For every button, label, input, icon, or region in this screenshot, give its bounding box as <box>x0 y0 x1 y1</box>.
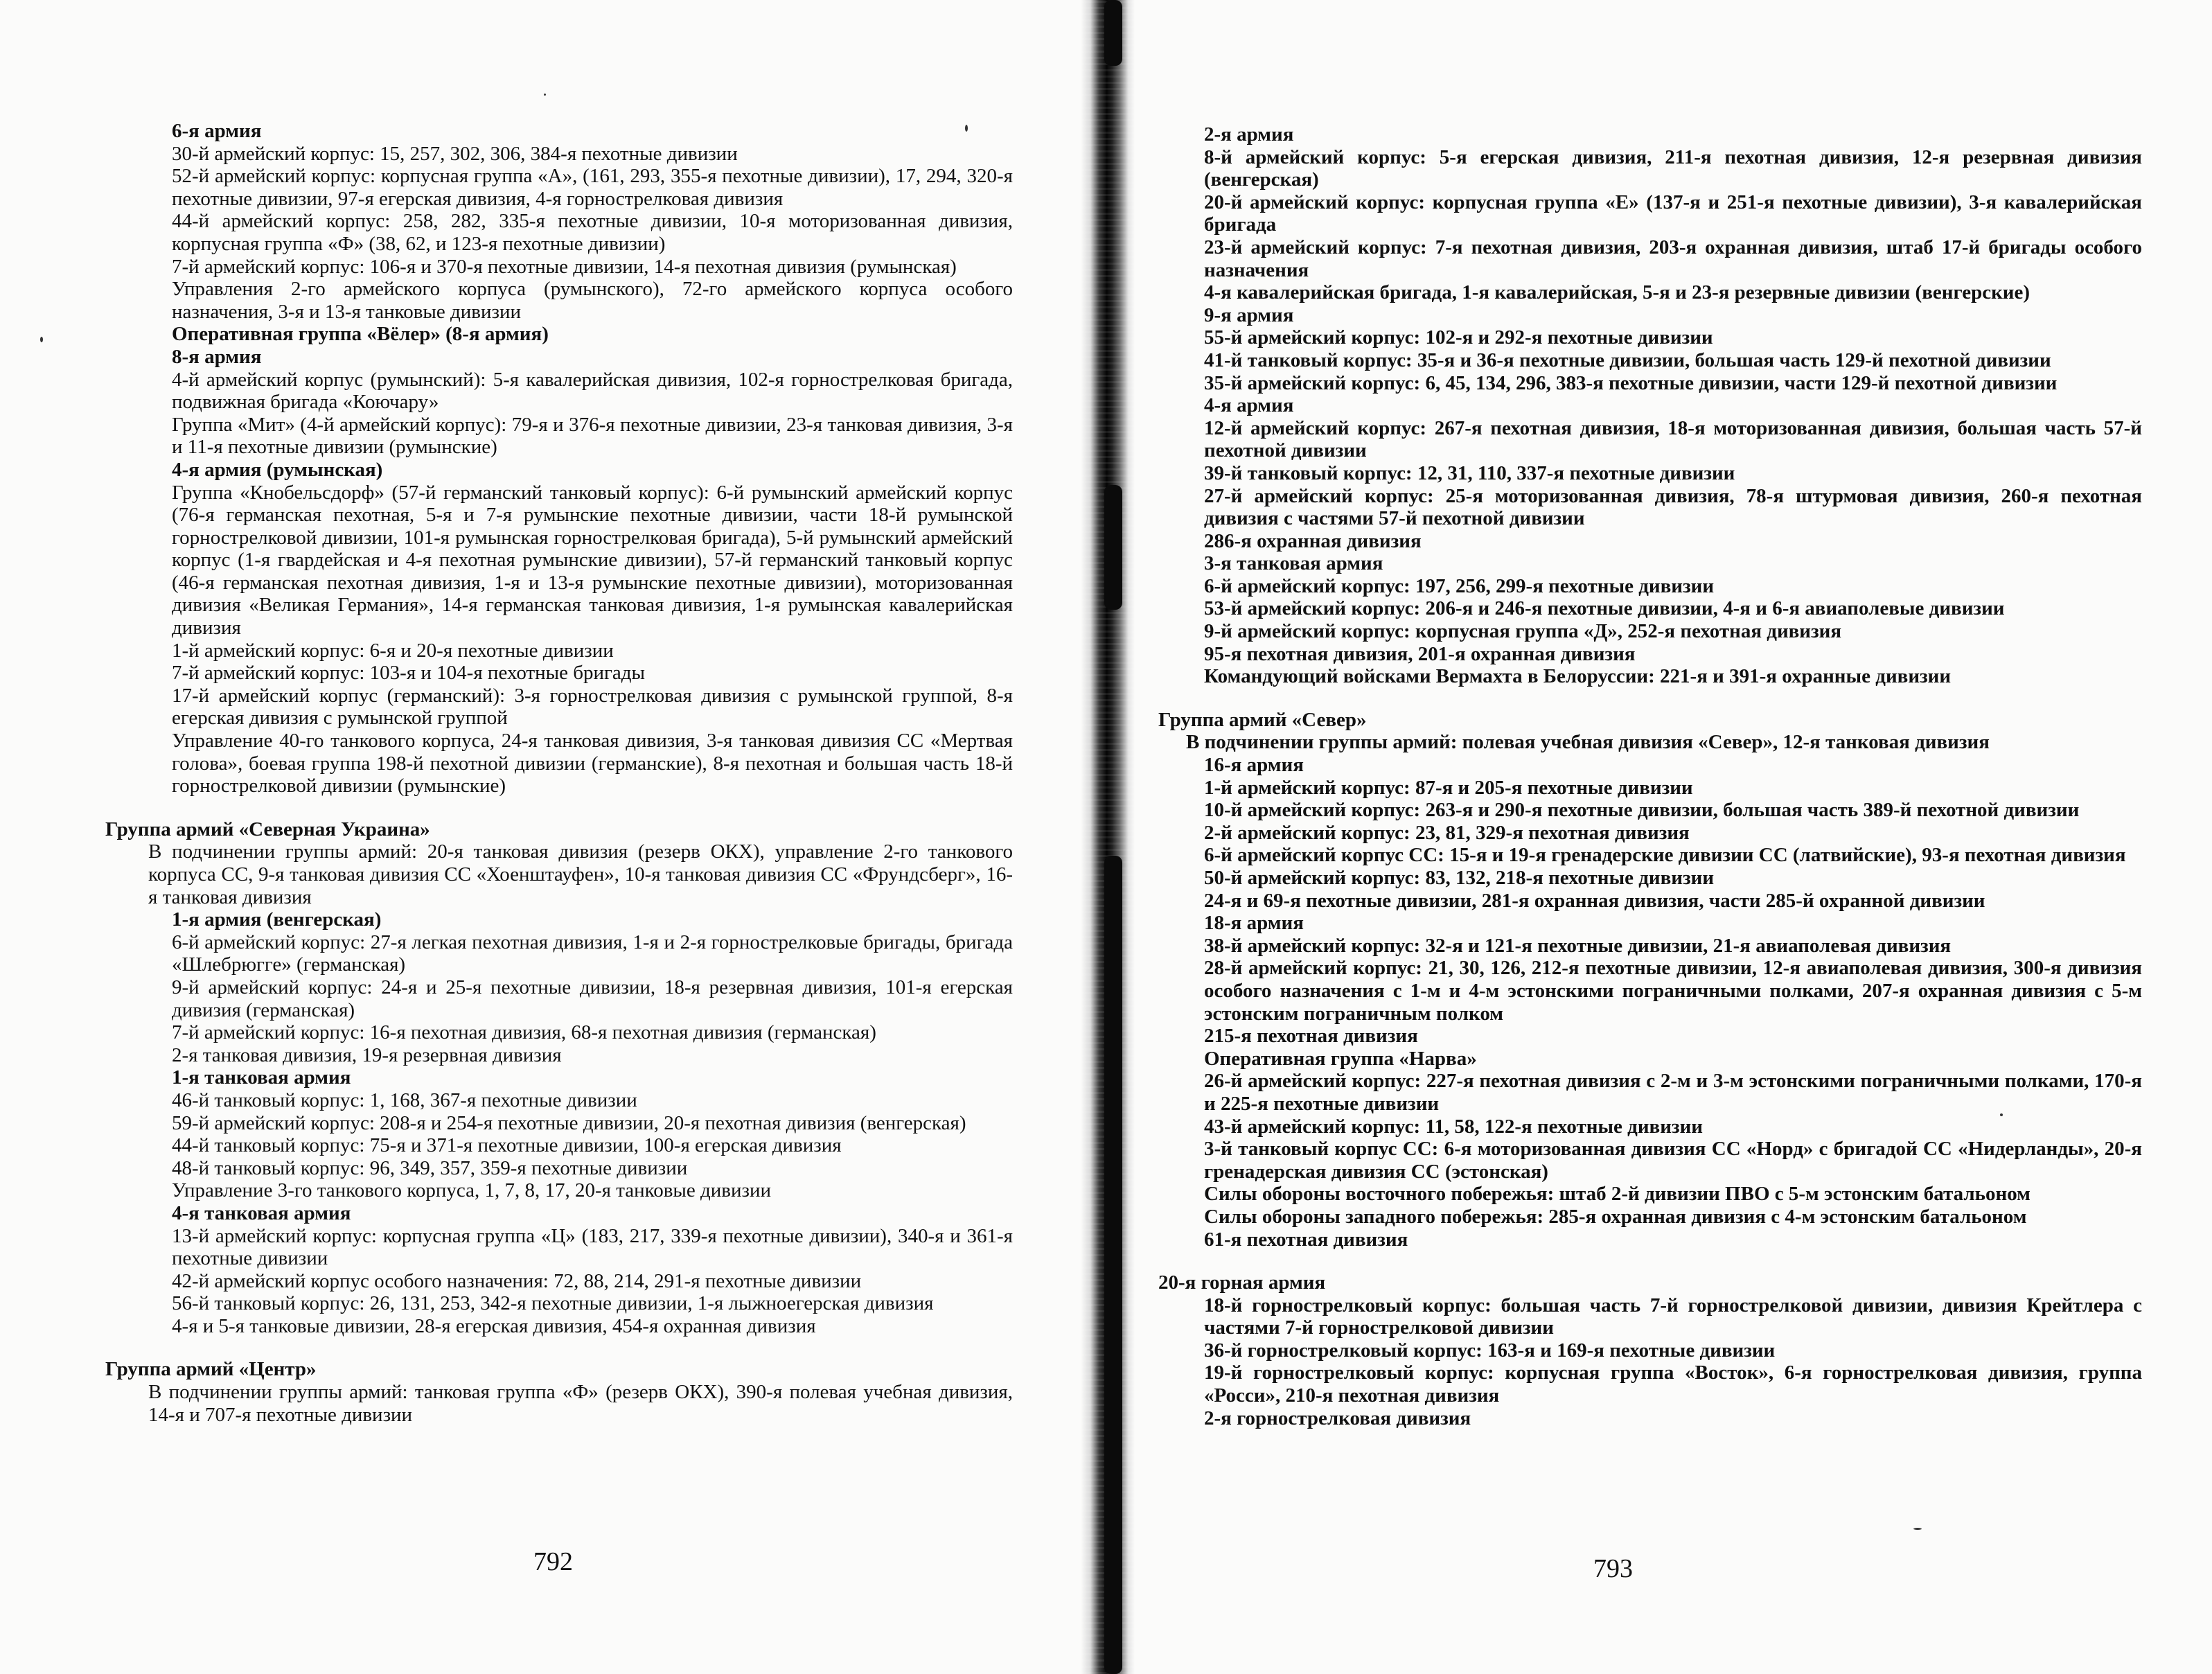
right-page-number: 793 <box>1593 1554 1633 1583</box>
list-item: 1-й армейский корпус: 87-я и 205-я пехотные дивизии <box>1204 776 1693 799</box>
scan-speck <box>544 94 546 96</box>
list-item: Силы обороны восточного побережья: штаб 2-й дивизии ПВО с 5-м эстонским батальоном <box>1204 1183 2030 1206</box>
list-item: 43-й армейский корпус: 11, 58, 122-я пехотные дивизии <box>1204 1115 1703 1138</box>
list-item: 52-й армейский корпус: корпусная группа «А», (161, 293, 355-я пехотные дивизии), 17, 294, 320-я пехотные дивизии, 97-я егерская дивизия, 4-я горнострелковая дивизия <box>172 165 1013 210</box>
list-item: Управление 3-го танкового корпуса, 1, 7, 8, 17, 20-я танковые дивизии <box>172 1179 772 1202</box>
group-heading: Группа армий «Центр» <box>105 1358 317 1381</box>
list-item: 48-й танковый корпус: 96, 349, 357, 359-я пехотные дивизии <box>172 1156 688 1179</box>
list-item: 13-й армейский корпус: корпусная группа «Ц» (183, 217, 339-я пехотные дивизии), 340-я и 361-я пехотные дивизии <box>172 1224 1013 1270</box>
section-heading: 4-я танковая армия <box>172 1201 351 1224</box>
list-item: 44-й армейский корпус: 258, 282, 335-я пехотные дивизии, 10-я моторизованная дивизия, корпусная группа «Ф» (38, 62, и 123-я пехотные дивизии) <box>172 210 1013 255</box>
group-heading: Группа армий «Северная Украина» <box>105 818 430 840</box>
list-item: 53-й армейский корпус: 206-я и 246-я пехотные дивизии, 4-я и 6-я авиаполевые дивизии <box>1204 597 2005 620</box>
list-item: 286-я охранная дивизия <box>1204 529 1422 552</box>
section-heading: 3-я танковая армия <box>1204 552 1383 575</box>
list-item: 7-й армейский корпус: 16-я пехотная дивизия, 68-я пехотная дивизия (германская) <box>172 1021 876 1044</box>
list-item: 8-й армейский корпус: 5-я егерская дивизия, 211-я пехотная дивизия, 12-я резервная дивизия (венгерская) <box>1204 146 2142 191</box>
list-item: 39-й танковый корпус: 12, 31, 110, 337-я пехотные дивизии <box>1204 461 1735 484</box>
list-item: В подчинении группы армий: танковая группа «Ф» (резерв ОКХ), 390-я полевая учебная дивизия, 14-я и 707-я пехотные дивизии <box>148 1381 1013 1426</box>
list-item: 24-я и 69-я пехотные дивизии, 281-я охранная дивизия, части 285-й охранной дивизии <box>1204 889 1985 912</box>
list-item: 4-я и 5-я танковые дивизии, 28-я егерская дивизия, 454-я охранная дивизия <box>172 1314 816 1337</box>
list-item: Управления 2-го армейского корпуса (румынского), 72-го армейского корпуса особого назначения, 3-я и 13-я танковые дивизии <box>172 278 1013 323</box>
section-heading: 9-я армия <box>1204 303 1294 326</box>
list-item: 42-й армейский корпус особого назначения: 72, 88, 214, 291-я пехотные дивизии <box>172 1269 862 1292</box>
right-page-text <box>1158 123 2142 1429</box>
section-heading: 2-я армия <box>1204 123 1294 146</box>
scan-speck <box>2000 1113 2003 1116</box>
list-item: 12-й армейский корпус: 267-я пехотная дивизия, 18-я моторизованная дивизия, большая часть 57-й пехотной дивизии <box>1204 416 2142 462</box>
list-item: 2-й армейский корпус: 23, 81, 329-я пехотная дивизия <box>1204 821 1690 844</box>
list-item: 2-я танковая дивизия, 19-я резервная дивизия <box>172 1043 562 1066</box>
list-item: 38-й армейский корпус: 32-я и 121-я пехотные дивизии, 21-я авиаполевая дивизия <box>1204 934 1952 957</box>
section-heading: 4-я армия <box>1204 394 1294 417</box>
list-item: 18-й горнострелковый корпус: большая часть 7-й горнострелковой дивизии, дивизия Крейтлера с частями 7-й горнострелковой дивизии <box>1204 1294 2142 1339</box>
list-item: 215-я пехотная дивизия <box>1204 1025 1418 1048</box>
list-item: 56-й танковый корпус: 26, 131, 253, 342-я пехотные дивизии, 1-я лыжноегерская дивизия <box>172 1292 934 1315</box>
list-item: 44-й танковый корпус: 75-я и 371-я пехотные дивизии, 100-я егерская дивизия <box>172 1134 842 1157</box>
list-item: 23-й армейский корпус: 7-я пехотная дивизия, 203-я охранная дивизия, штаб 17-й бригады особого назначения <box>1204 236 2142 281</box>
list-item: Командующий войсками Вермахта в Белоруссии: 221-я и 391-я охранные дивизии <box>1204 665 1952 688</box>
list-item: 6-й армейский корпус: 197, 256, 299-я пехотные дивизии <box>1204 574 1715 597</box>
list-item: 4-я кавалерийская бригада, 1-я кавалерийская, 5-я и 23-я резервные дивизии (венгерские) <box>1204 281 2030 304</box>
list-item: В подчинении группы армий: полевая учебная дивизия «Север», 12-я танковая дивизия <box>1186 731 1990 754</box>
group-heading: Группа армий «Север» <box>1158 708 1367 731</box>
list-item: 2-я горнострелковая дивизия <box>1204 1407 1471 1429</box>
list-item: В подчинении группы армий: 20-я танковая дивизия (резерв ОКХ), управление 2-го танкового корпуса СС, 9-я танковая дивизия СС «Хоенштауфен», 10-я танковая дивизия СС «Фрундсберг», 16-я танковая дивизия <box>148 840 1013 908</box>
list-item: 36-й горнострелковый корпус: 163-я и 169-я пехотные дивизии <box>1204 1339 1776 1362</box>
section-heading: Оперативная группа «Вёлер» (8-я армия) <box>172 323 549 346</box>
section-heading: 6-я армия <box>172 120 262 142</box>
scan-speck <box>965 125 968 132</box>
list-item: 55-й армейский корпус: 102-я и 292-я пехотные дивизии <box>1204 326 1713 349</box>
group-heading: 20-я горная армия <box>1158 1271 1326 1294</box>
list-item: 61-я пехотная дивизия <box>1204 1228 1408 1251</box>
list-item: 27-й армейский корпус: 25-я моторизованная дивизия, 78-я штурмовая дивизия, 260-я пехотная дивизия с частями 57-й пехотной дивизии <box>1204 484 2142 530</box>
list-item: 6-й армейский корпус: 27-я легкая пехотная дивизия, 1-я и 2-я горнострелковые бригады, бригада «Шлебрюгге» (германская) <box>172 931 1013 976</box>
left-page-text <box>105 120 1013 1426</box>
list-item: 35-й армейский корпус: 6, 45, 134, 296, 383-я пехотные дивизии, части 129-й пехотной дивизии <box>1204 371 2058 394</box>
list-item: 10-й армейский корпус: 263-я и 290-я пехотные дивизии, большая часть 389-й пехотной дивизии <box>1204 799 2080 822</box>
list-item: 46-й танковый корпус: 1, 168, 367-я пехотные дивизии <box>172 1089 637 1111</box>
list-item: 59-й армейский корпус: 208-я и 254-я пехотные дивизии, 20-я пехотная дивизия (венгерская) <box>172 1111 966 1134</box>
list-item: 9-й армейский корпус: 24-я и 25-я пехотные дивизии, 18-я резервная дивизия, 101-я егерская дивизия (германская) <box>172 976 1013 1021</box>
list-item: 4-й армейский корпус (румынский): 5-я кавалерийская дивизия, 102-я горнострелковая бригада, подвижная бригада «Коючару» <box>172 368 1013 414</box>
left-page-number: 792 <box>533 1547 573 1576</box>
scan-speck <box>40 337 43 342</box>
list-item: 3-й танковый корпус СС: 6-я моторизованная дивизия СС «Норд» с бригадой СС «Нидерланды», 20-я гренадерская дивизия СС (эстонская) <box>1204 1138 2142 1183</box>
list-item: 41-й танковый корпус: 35-я и 36-я пехотные дивизии, большая часть 129-й пехотной дивизии <box>1204 349 2051 371</box>
section-heading: 1-я армия (венгерская) <box>172 908 382 931</box>
list-item: Силы обороны западного побережья: 285-я охранная дивизия с 4-м эстонским батальоном <box>1204 1205 2027 1228</box>
left-page <box>0 0 1095 1674</box>
list-item: 19-й горнострелковый корпус: корпусная группа «Восток», 6-я горнострелковая дивизия, группа «Росси», 210-я пехотная дивизия <box>1204 1362 2142 1407</box>
list-item: 50-й армейский корпус: 83, 132, 218-я пехотные дивизии <box>1204 867 1715 889</box>
section-heading: Оперативная группа «Нарва» <box>1204 1047 1477 1070</box>
section-heading: 16-я армия <box>1204 754 1304 777</box>
section-heading: 4-я армия (румынская) <box>172 458 383 481</box>
list-item: 9-й армейский корпус: корпусная группа «Д», 252-я пехотная дивизия <box>1204 620 1842 643</box>
list-item: 7-й армейский корпус: 106-я и 370-я пехотные дивизии, 14-я пехотная дивизия (румынская) <box>172 255 957 278</box>
list-item: 95-я пехотная дивизия, 201-я охранная дивизия <box>1204 642 1636 665</box>
section-heading: 8-я армия <box>172 345 262 368</box>
list-item: 7-й армейский корпус: 103-я и 104-я пехотные бригады <box>172 662 646 685</box>
scan-speck <box>1913 1528 1922 1530</box>
list-item: Группа «Кнобельсдорф» (57-й германский танковый корпус): 6-й румынский армейский корпус (76-я германская пехотная, 5-я и 7-я румынские пехотные дивизии, части 18-й румынской горнострелковой дивизии, 101-я румынская горнострелковая бригада), 5-й румынский армейский корпус (1-я гвардейская и 4-я пехотная румынские дивизии), 57-й германский танковый корпус (46-я германская пехотная дивизия, 1-я и 13-я румынские пехотные дивизии), моторизованная дивизия «Великая Германия», 14-я германская танковая дивизия, 1-я румынская кавалерийская дивизия <box>172 481 1013 640</box>
list-item: 20-й армейский корпус: корпусная группа «Е» (137-я и 251-я пехотные дивизии), 3-я кавалерийская бригада <box>1204 191 2142 236</box>
list-item: Управление 40-го танкового корпуса, 24-я танковая дивизия, 3-я танковая дивизия СС «Мертвая голова», боевая группа 198-й пехотной дивизии (германские), 8-я пехотная и большая часть 18-й горнострелковой дивизии (румынские) <box>172 730 1013 798</box>
section-heading: 18-я армия <box>1204 912 1304 935</box>
list-item: 17-й армейский корпус (германский): 3-я горнострелковая дивизия с румынской группой, 8-я егерская дивизия с румынской группой <box>172 684 1013 730</box>
list-item: 1-й армейский корпус: 6-я и 20-я пехотные дивизии <box>172 639 614 662</box>
list-item: 26-й армейский корпус: 227-я пехотная дивизия с 2-м и 3-м эстонскими пограничными полками, 170-я и 225-я пехотные дивизии <box>1204 1070 2142 1115</box>
list-item: 30-й армейский корпус: 15, 257, 302, 306, 384-я пехотные дивизии <box>172 142 738 165</box>
list-item: Группа «Мит» (4-й армейский корпус): 79-я и 376-я пехотные дивизии, 23-я танковая дивизия, 3-я и 11-я пехотные дивизии (румынские) <box>172 413 1013 459</box>
right-page <box>1108 0 2212 1674</box>
list-item: 28-й армейский корпус: 21, 30, 126, 212-я пехотные дивизии, 12-я авиаполевая дивизия, 300-я дивизия особого назначения с 1-м и 4-м эстонскими пограничными полками, 207-я охранная дивизия с 5-м эстонским пограничным полком <box>1204 957 2142 1025</box>
section-heading: 1-я танковая армия <box>172 1066 351 1089</box>
list-item: 6-й армейский корпус СС: 15-я и 19-я гренадерские дивизии СС (латвийские), 93-я пехотная дивизия <box>1204 844 2126 867</box>
